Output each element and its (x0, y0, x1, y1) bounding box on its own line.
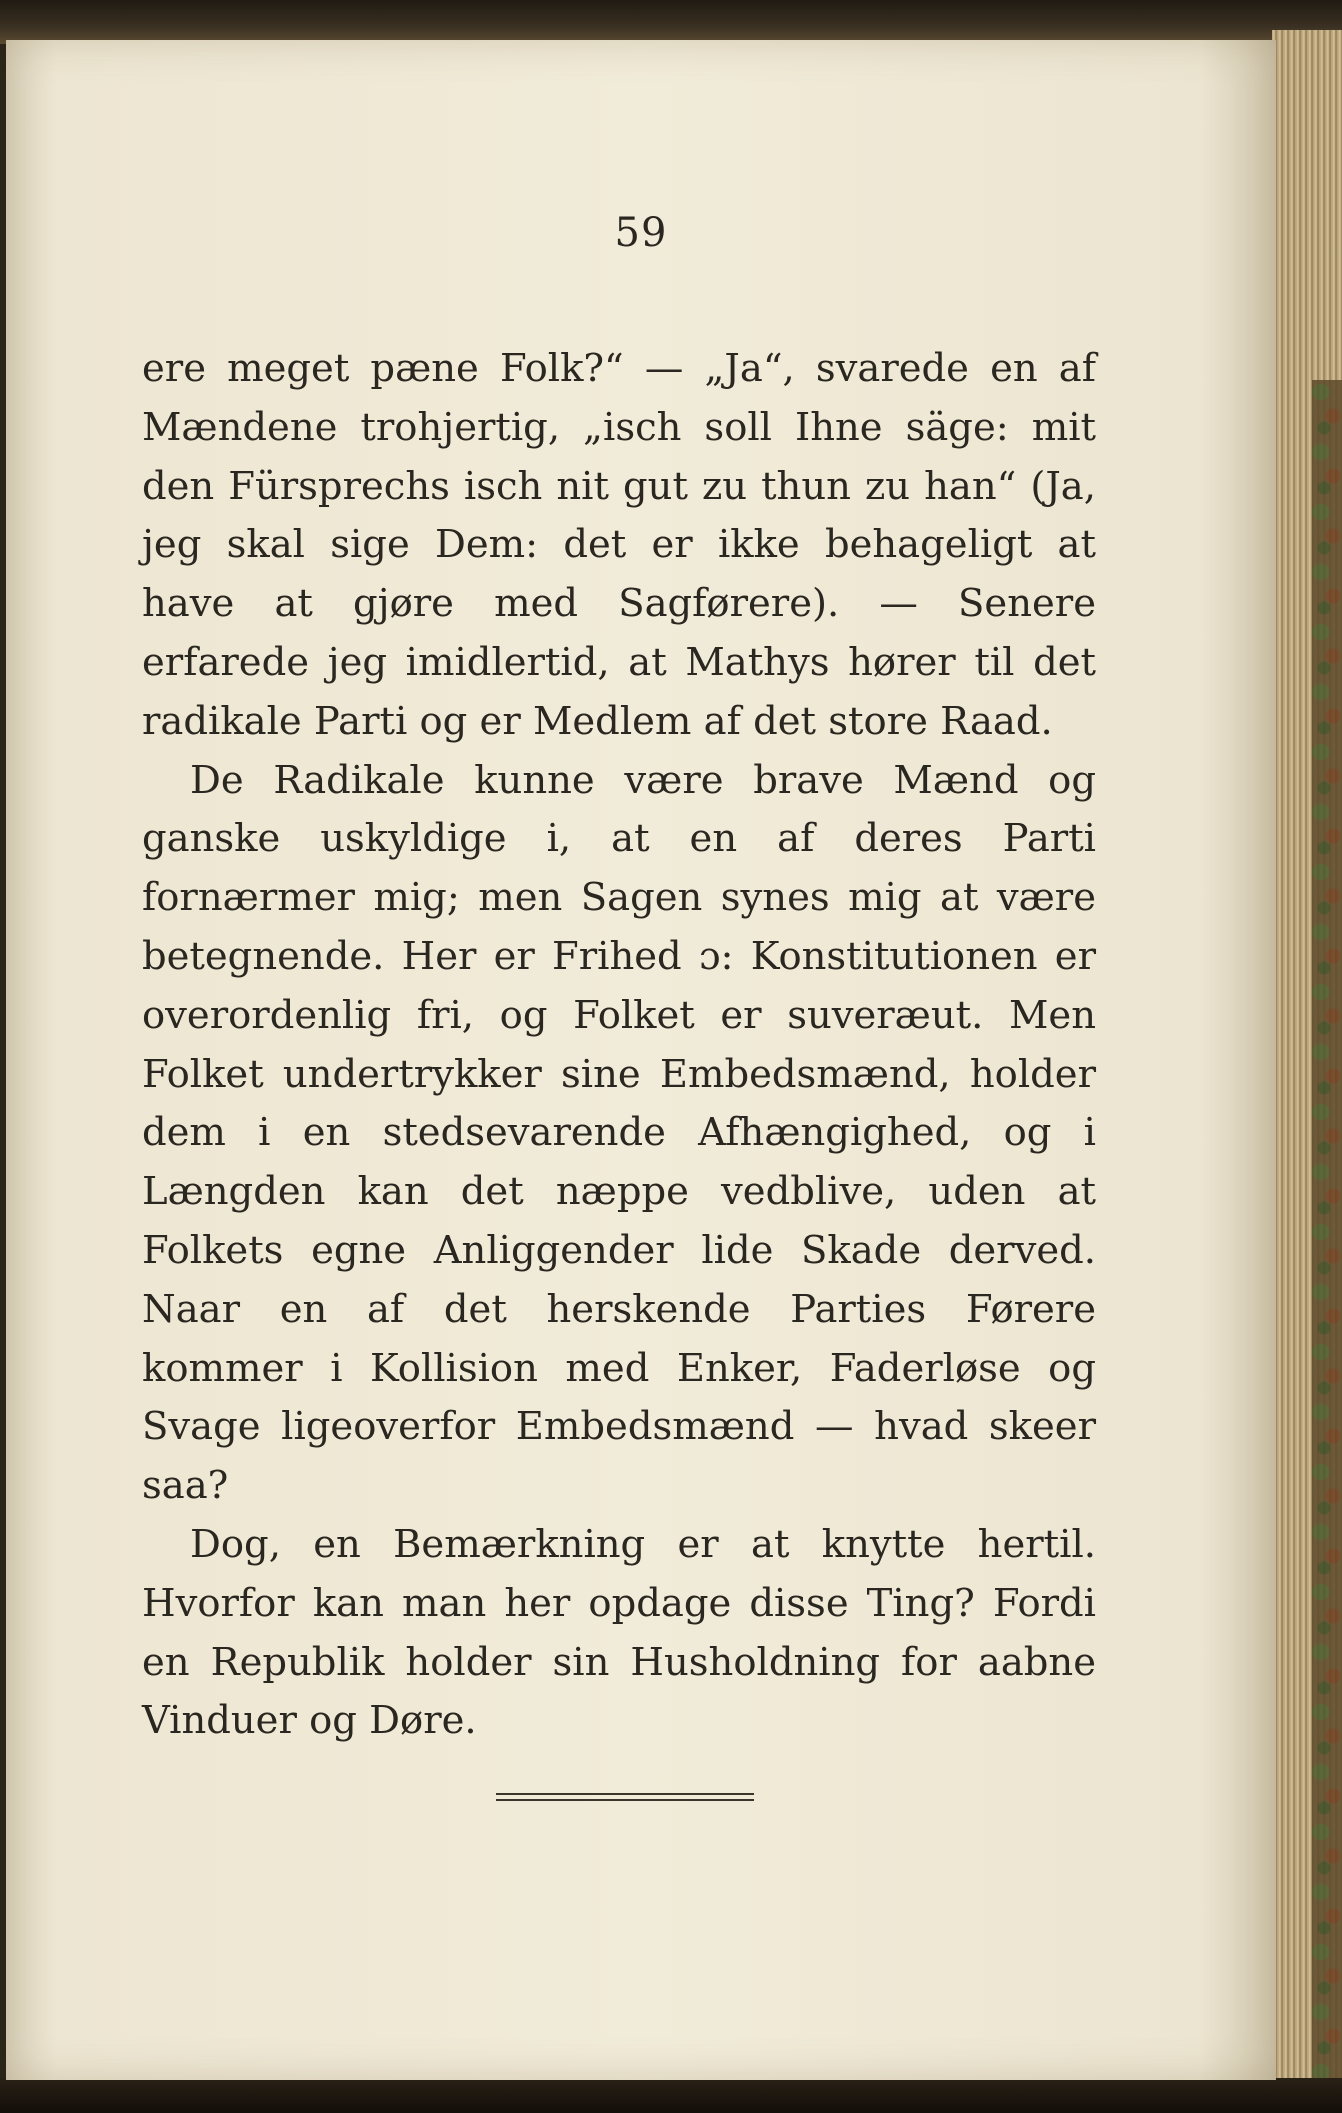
paragraph-2: De Radikale kunne være brave Mænd og ganske uskyldige i, at en af deres Parti fornærmer mig; men Sagen synes mig at være betegnende. Her er Frihed ɔ: Konstitutionen er overordenlig fri, og Folket er suveræut. Men Folket undertrykker sine Embedsmænd, holder dem i en stedsevarende Afhængighed, og i Længden kan det næppe vedblive, uden at Folkets egne Anliggender lide Skade derved. Naar en af det herskende Parties Førere kommer i Kollision med Enker, Faderløse og Svage ligeoverfor Embedsmænd — hvad skeer saa? (142, 757, 1096, 1509)
closing-rule-top (496, 1793, 754, 1795)
book-bottom-edge (0, 2078, 1342, 2113)
book-top-edge (0, 0, 1342, 44)
book-page (6, 40, 1276, 2080)
book-marbled-cover (1312, 380, 1342, 2080)
paragraph-3: Dog, en Bemærkning er at knytte hertil. Hvorfor kan man her opdage disse Ting? Fordi en Republik holder sin Husholdning for aabne Vinduer og Døre. (142, 1521, 1096, 1744)
page-number: 59 (614, 210, 668, 256)
body-text (142, 340, 1096, 1751)
paragraph-1: ere meget pæne Folk?“ — „Ja“, svarede en af Mændene trohjertig, „isch soll Ihne säge: mit den Fürsprechs isch nit gut zu thun zu han“ (Ja, jeg skal sige Dem: det er ikke behageligt at have at gjøre med Sagførere). — Senere erfarede jeg imidlertid, at Mathys hører til det radikale Parti og er Medlem af det store Raad. (142, 346, 1096, 744)
closing-rule-bottom (496, 1799, 754, 1801)
